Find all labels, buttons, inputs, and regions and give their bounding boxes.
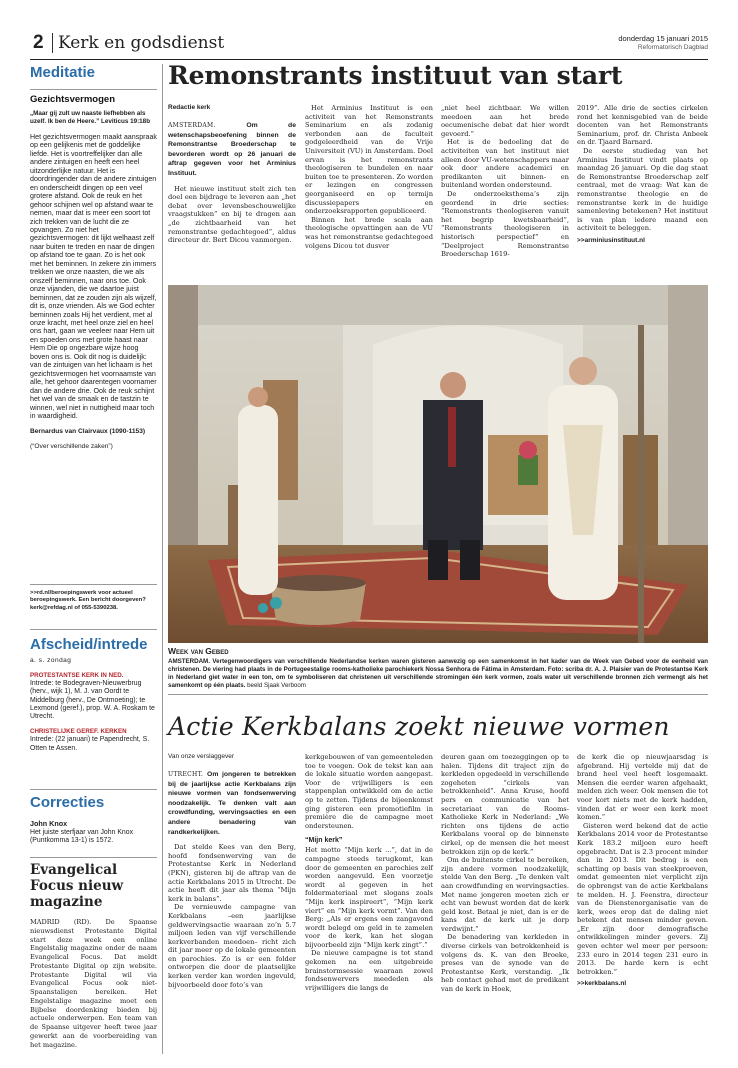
correcties-block bbox=[30, 794, 157, 846]
article2-subhead: “Mijn kerk” bbox=[305, 837, 343, 845]
issue-date: donderdag 15 januari 2015 bbox=[618, 34, 708, 43]
focus-heading: Evangelical Focus nieuw magazine bbox=[30, 862, 124, 910]
article1-link[interactable]: >>arminiusinstituut.nl bbox=[577, 236, 645, 244]
article1-col3-body-c: De onderzoeksthema’s zijn geordend in drie secties: “Remonstrants theologiseren vanuit het begrip kwetsbaarheid”, “Remonstrants theologiseren in historisch perspectief” en “Deelproject Remonstrantse Broederschap 1619- bbox=[441, 189, 569, 259]
photo-credit: beeld Sjaak Verboom bbox=[247, 682, 306, 689]
article2-col2-body-c: De nieuwe campagne is tot stand gekomen na een uitgebreide brainstormsessie waaraan zowel fondsenwervers meededen als vrijwilligers die langs de bbox=[305, 949, 433, 992]
afscheid-block bbox=[30, 636, 157, 753]
article1-col1 bbox=[168, 104, 296, 245]
meditatie-source: (“Over verschillende zaken”) bbox=[30, 443, 113, 451]
article1-col3-body-b: Het is de bedoeling dat de activiteiten van het instituut niet alleen door VU-wetenschappers maar ook door andere academici en predikanten uit binnen- en buitenland worden ondersteund. bbox=[441, 138, 569, 190]
article2-col3-body-b: Om de buitenste cirkel te bereiken, zijn andere vormen noodzakelijk, stelde Van den Berg. „Te denken valt aan crowdfunding en wervingsacties. Met name jongeren moeten zich er echt van bewust worden dat de kerk geld kost. Betaal je niet, dan is er de kans dat de kerk uit je dorp verdwijnt.” bbox=[441, 856, 569, 933]
beroepingswerk-link[interactable]: >>rd.nl/beroepingswerk voor actueel beroepingswerk. Een bericht doorgeven? kerk@refdag.nl of 055-5390238. bbox=[30, 590, 146, 611]
photo-caption bbox=[168, 646, 708, 690]
week-van-gebed-photo bbox=[168, 285, 708, 643]
article2-byline: Van onze verslaggever bbox=[168, 753, 235, 760]
meditatie-heading: Meditatie bbox=[30, 64, 96, 81]
column-divider bbox=[162, 64, 163, 1054]
meditatie-quote: „Maar gij zult uw naaste liefhebben als uzelf. Ik ben de Heere.” Leviticus 19:18b bbox=[30, 110, 151, 125]
meditatie-title: Gezichtsvermogen bbox=[30, 94, 115, 105]
afscheid-text-2: Intrede: (22 januari) te Papendrecht, S. Otten te Assen. bbox=[30, 736, 150, 752]
afscheid-date: a. s. zondag bbox=[30, 657, 72, 664]
article2-lead: Om jongeren te betrekken bij de jaarlijkse actie Kerkbalans zijn nieuwe vormen van fondsenwerving noodzakelijk. Te denken valt aan crowdfunding, wervingsacties en een andere benadering van randkerkelijken. bbox=[168, 771, 296, 836]
sidebar-divider bbox=[30, 857, 157, 858]
article2-col3-body: deuren gaan om toezeggingen op te halen. Tijdens dit traject zijn de kerkleden opgedeeld in verschillende zogeheten “cirkels van betrokkenheid”. Anna Kruse, hoofd pers en communicatie van het secretariaat van de Rooms-Katholieke Kerk in Nederland: „We richten ons tijdens de actie Kerkbalans vooral op de binnenste cirkel, op de mensen die het meest betrokken zijn op de kerk.” bbox=[441, 753, 569, 856]
article1-col4 bbox=[577, 104, 708, 244]
article1-col2 bbox=[305, 104, 433, 250]
photo-caption-text: AMSTERDAM. Vertegenwoordigers van verschillende Nederlandse kerken waren gisteren aanwezig op een samenkomst in het kader van de Week van Gebed voor de eenheid van christenen. De viering had plaats in de Portugeestalige rooms-katholieke parochiekerk Nossa Senhora de Fátima in Amsterdam. Foto: scriba dr. A. J. Plaisier van de Protestantse Kerk in Nederland giet water in een ton, om te symboliseren dat christenen uit verschillende stromingen één kerk vormen, zoals water uit verschillende bronnen zich vermengt als het samenkomt op één plaats. bbox=[168, 658, 708, 689]
article2-col2-body-b: Het motto “Mijn kerk ...”, dat in de campagne steeds terugkomt, kan door de gemeenten en parochies zelf worden aangevuld. Een voorzetje wordt al gegeven in het foldermateriaal met slogans zoals “Mijn kerk inspireert”, “Mijn kerk viert” en “Mijn kerk vormt”. Van den Berg: „Als er ergens een zangavond wordt belegd om geld in te zamelen voor de kerk, kan het slogan bijvoorbeeld zijn “Mijn kerk zingt”.” bbox=[305, 846, 433, 949]
correcties-heading: Correcties bbox=[30, 794, 105, 811]
article2-col3 bbox=[441, 753, 569, 994]
correcties-title: John Knox bbox=[30, 819, 68, 828]
article2-col4-body-b: Gisteren werd bekend dat de actie Kerkbalans 2014 voor de Protestantse Kerk 183.2 miljoen euro heeft opgebracht. Dat is 2.3 procent minder dan in 2013. Dit bedrag is een schatting op basis van steekproeven, omdat gemeenten niet verplicht zijn de opbrengst van de actie Kerkbalans te melden. H. J. Feenstra, directeur van de Dienstenorganisatie van de kerk, wees erop dat de daling niet betekent dat mensen minder geven. „Er zijn door demografische ontwikkelingen minder gevers. Zij geven echter wel meer per persoon: 233 euro in 2014 tegen 231 euro in 2013. De harde kern is echt betrokken.” bbox=[577, 821, 708, 976]
section-title: Kerk en godsdienst bbox=[58, 33, 225, 53]
sidebar bbox=[30, 64, 157, 450]
photo-label: Week van Gebed bbox=[168, 646, 229, 656]
article2-col1-body: Dat stelde Kees van den Berg, hoofd fondsenwerving van de Protestantse Kerk in Nederland (PKN), gisteren bij de aftrap van de actie Kerkbalans 2015 in Utrecht. De actie heeft dit jaar als thema “Mijn kerk in balans”. bbox=[168, 843, 296, 903]
article2-col4-body: de kerk die op nieuwjaarsdag is afgebrand. Hij vertelde mij dat de brand heel veel heeft losgemaakt. Mensen die eerder waren afgehaakt, melden zich weer. Ook mensen die tot voor kort niets met de kerk hadden, vinden dat er weer een kerk moet komen.” bbox=[577, 753, 708, 822]
article1-col3-body: „niet heel zichtbaar. We willen meedoen aan het brede oecumenische debat dat hier wordt gevoerd.” bbox=[441, 104, 569, 138]
afscheid-text-1: Intrede: te Bodegraven-Nieuwerbrug (herv., wijk 1), M. J. van Oordt te Middelburg (herv., De Ontmoeting); te Lexmond (geref.), prop. W. A. Roskam te Utrecht. bbox=[30, 680, 155, 721]
sidebar-divider bbox=[30, 629, 157, 630]
article1-col4-body-b: De eerste studiedag van het Arminius Instituut vindt plaats op maandag 26 januari. Op die dag staat de Remonstrantse Broederschap zelf centraal, met de vraag: Wat kan de remonstrantse theologie en de remonstrantse kerk in de huidige samenleving betekenen? Het instituut is van plan iedere maand een activiteit te beleggen. bbox=[577, 146, 708, 233]
article2-col4 bbox=[577, 753, 708, 987]
article1-col1-body: Het nieuwe instituut stelt zich ten doel een bijdrage te leveren aan „het debat over levensbeschouwelijke vraagstukken” en bij te dragen aan „de zichtbaarheid van het remonstrantse gedachtegoed”, aldus directeur dr. Bert Dicou vanmorgen. bbox=[168, 184, 296, 245]
focus-block bbox=[30, 862, 157, 1049]
page-number: 2 bbox=[33, 32, 44, 53]
article1-dateline: AMSTERDAM. bbox=[168, 122, 216, 129]
afscheid-heading: Afscheid/intrede bbox=[30, 636, 148, 653]
article2-col2 bbox=[305, 753, 433, 992]
article1-headline: Remonstrants instituut van start bbox=[168, 61, 623, 90]
article2-col2-body: kerkgebouwen of van gemeenteleden toe te voegen. Ook de tekst kan aan de lokale situatie worden aangepast. Voor de vrijwilligers is een stappenplan ontwikkeld om de actie op te zetten. Tijdens de bijeenkomst ging gisteren een promotiefilm in première die de campagne moet ondersteunen. bbox=[305, 753, 433, 830]
correcties-text: Het juiste sterfjaar van John Knox (Puntkomma 13-1) is 1572. bbox=[30, 829, 134, 845]
article1-col2-body-b: Binnen het brede scala aan theologische opvattingen aan de VU was het remonstrantse gedachtegoed volgens Dicou tot dusver bbox=[305, 215, 433, 250]
afscheid-church-1: PROTESTANTSE KERK IN NED. bbox=[30, 672, 124, 679]
article2-col1-body-b: De vernieuwde campagne van Kerkbalans –een jaarlijkse geldwervingsactie waaraan zo’n 5.7 miljoen leden van vijf verschillende kerkverbanden meedoen– richt zich dit jaar meer op de lokale gemeenten en parochies. Zo is er een folder ontworpen die door de plaatselijke kerken verder kan worden ingevuld, bijvoorbeeld door foto’s van bbox=[168, 903, 296, 989]
sidebar-divider bbox=[30, 789, 157, 790]
article1-col2-body: Het Arminius Instituut is een activiteit van het Remonstrants Seminarium en als zodanig verbonden aan de faculteit godgeleerdheid van de Vrije Universiteit (VU) in Amsterdam. Doel ervan is het remonstrants theologiseren te bundelen en naar buiten toe te presenteren. Zo worden er lezingen en congressen georganiseerd en op termijn discussiepapers en onderzoeksrapporten gepubliceerd. bbox=[305, 104, 433, 216]
meditatie-body: Het gezichtsvermogen maakt aanspraak op een gelijkenis met de goddelijke liefde. Het is voortreffelijker dan alle andere zintuigen en heeft een heel uitzonderlijke natuur. Het is doordringender dan de andere zintuigen en onderscheidt dingen op een veel grotere afstand. Ook de reuk en het gehoor schijnen wel op afstand waar te nemen, maar dat is meer een soort tot zich trekken van de lucht die ze opvangen. Zo niet het gezichtsvermogen: dit lijkt welhaast zelf naar buiten te treden en naar de dingen op afstand toe te gaan. Zo is het ook met het beminnen. In zekere zin immers trekken we onze naasten, die we als onszelf beminnen, naar ons toe. Ook onze vijanden, die we daartoe juist beminnen, dat ze zouden zijn als wijzelf, dit is, onze vrienden. Als we God echter beminnen zoals Hij het verdient, met al onze kracht, met heel onze ziel en heel ons hart, gaan we veeleer naar Hem uit en spoeden ons met grote haast naar Hem Die op ongezbare wijze hoog boven ons is. Ook dit nog is duidelijk: van de zintuigen van het lichaam is het gezichtsvermogen het voornaamste van alle, het gehoor daarentegen voornamer dan de andere drie. Ook de reuk schijnt het wel van de smaak en de tastzin te winnen, wel niet in nuttigheid maar toch in waardigheid. bbox=[30, 133, 157, 420]
article1-col3 bbox=[441, 104, 569, 259]
article1-lead: Om de wetenschapsbeoefening binnen de Remonstrantse Broederschap te bevorderen wordt op 26 januari de aftrap gegeven voor het Arminius Instituut. bbox=[168, 122, 296, 177]
masthead-divider bbox=[52, 33, 53, 53]
focus-text: MADRID (RD). De Spaanse nieuwsdienst Protestante Digital start deze week een online Engelstalig magazine onder de naam Evangelical Focus. Dat meldt Protestante Digital op zijn website. Protestante Digital wil via Evangelical Focus ook niet-Spaanstaligen bereiken. Het Engelstalige magazine moet een Bijbelse doordenking bieden bij actuele onderwerpen. Een team van de Spaanse uitgever heeft twee jaar gewerkt aan de voorbereiding van het magazine. bbox=[30, 918, 157, 1049]
article2-col3-body-c: De benadering van kerkleden in diverse cirkels van betrokkenheid is volgens ds. K. van den Broeke, preses van de synode van de Protestantse Kerk, verstandig. „Ik heb contact gehad met de predikant van de kerk in Hoek, bbox=[441, 933, 569, 994]
caption-rule bbox=[168, 694, 708, 695]
article2-dateline: UTRECHT. bbox=[168, 771, 204, 778]
top-rule bbox=[30, 59, 708, 60]
article1-col4-body: 2019”. Alle drie de secties cirkelen rond het kennisgebied van de beide docenten van het Remonstrants Seminarium, prof. dr. Christa Anbeek en dr. Tjaard Barnard. bbox=[577, 104, 708, 147]
sidebar-divider bbox=[30, 584, 157, 585]
meditatie-author: Bernardus van Clairvaux (1090-1153) bbox=[30, 428, 146, 436]
article1-byline: Redactie kerk bbox=[168, 104, 211, 111]
article2-headline: Actie Kerkbalans zoekt nieuwe vormen bbox=[168, 712, 670, 741]
afscheid-church-2: CHRISTELIJKE GEREF. KERKEN bbox=[30, 728, 127, 736]
article2-link[interactable]: >>kerkbalans.nl bbox=[577, 980, 627, 988]
article2-col1 bbox=[168, 753, 296, 989]
paper-name: Reformatorisch Dagblad bbox=[637, 44, 708, 51]
